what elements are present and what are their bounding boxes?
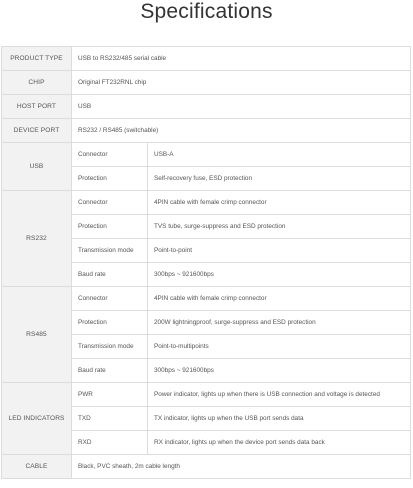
sub-value: 300bps ~ 921600bps bbox=[148, 359, 411, 383]
table-row-rs485-connector bbox=[2, 287, 411, 311]
sub-label: Transmission mode bbox=[72, 239, 148, 263]
sub-value: 200W lightningproof, surge-suppress and ESD protection bbox=[148, 311, 411, 335]
table-row-chip bbox=[2, 71, 411, 95]
sub-label: Protection bbox=[72, 167, 148, 191]
row-value-device-port: RS232 / RS485 (switchable) bbox=[72, 119, 411, 143]
sub-label: TXD bbox=[72, 407, 148, 431]
row-value-host-port: USB bbox=[72, 95, 411, 119]
sub-value: RX indicator, lights up when the device port sends data back bbox=[148, 431, 411, 455]
table-row-device-port bbox=[2, 119, 411, 143]
table-row-rs232-connector bbox=[2, 191, 411, 215]
row-label-usb: USB bbox=[2, 143, 72, 191]
row-label-led-indicators: LED INDICATORS bbox=[2, 383, 72, 455]
table-row-host-port bbox=[2, 95, 411, 119]
sub-label: RXD bbox=[72, 431, 148, 455]
table-row-usb-connector bbox=[2, 143, 411, 167]
sub-value: Point-to-point bbox=[148, 239, 411, 263]
sub-label: Protection bbox=[72, 215, 148, 239]
sub-value: Point-to-multipoints bbox=[148, 335, 411, 359]
page-title: Specifications bbox=[140, 0, 273, 23]
table-row-product-type bbox=[2, 47, 411, 71]
row-value-product-type: USB to RS232/485 serial cable bbox=[72, 47, 411, 71]
row-value-cable: Black, PVC sheath, 2m cable length bbox=[72, 455, 411, 479]
sub-label: Connector bbox=[72, 191, 148, 215]
row-label-rs485: RS485 bbox=[2, 287, 72, 383]
sub-label: Baud rate bbox=[72, 263, 148, 287]
sub-value: 4PIN cable with female crimp connector bbox=[148, 287, 411, 311]
sub-label: Connector bbox=[72, 143, 148, 167]
row-label-device-port: DEVICE PORT bbox=[2, 119, 72, 143]
sub-value: Self-recovery fuse, ESD protection bbox=[148, 167, 411, 191]
sub-label: PWR bbox=[72, 383, 148, 407]
sub-label: Protection bbox=[72, 311, 148, 335]
row-label-rs232: RS232 bbox=[2, 191, 72, 287]
sub-value: Power indicator, lights up when there is USB connection and voltage is detected bbox=[148, 383, 411, 407]
sub-value: TVS tube, surge-suppress and ESD protection bbox=[148, 215, 411, 239]
table-row-led-pwr bbox=[2, 383, 411, 407]
sub-value: 4PIN cable with female crimp connector bbox=[148, 191, 411, 215]
row-label-host-port: HOST PORT bbox=[2, 95, 72, 119]
sub-label: Baud rate bbox=[72, 359, 148, 383]
sub-value: 300bps ~ 921600bps bbox=[148, 263, 411, 287]
row-label-product-type: PRODUCT TYPE bbox=[2, 47, 72, 71]
row-label-chip: CHIP bbox=[2, 71, 72, 95]
sub-label: Connector bbox=[72, 287, 148, 311]
sub-value: TX indicator, lights up when the USB port sends data bbox=[148, 407, 411, 431]
specifications-table bbox=[1, 46, 411, 479]
row-value-chip: Original FT232RNL chip bbox=[72, 71, 411, 95]
table-row-cable bbox=[2, 455, 411, 479]
sub-label: Transmission mode bbox=[72, 335, 148, 359]
sub-value: USB-A bbox=[148, 143, 411, 167]
row-label-cable: CABLE bbox=[2, 455, 72, 479]
